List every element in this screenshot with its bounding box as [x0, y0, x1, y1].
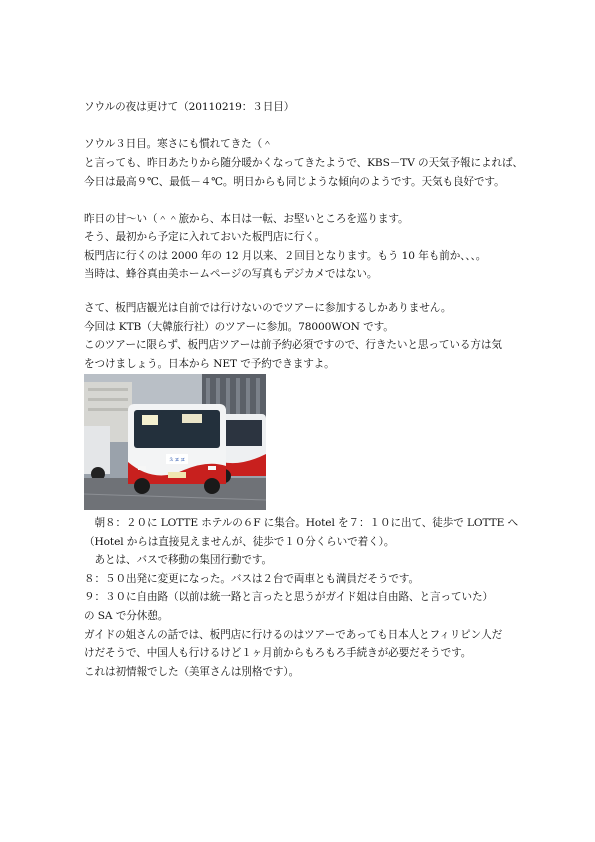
paragraph4-line: の SA で分休憩。: [84, 610, 169, 622]
paragraph4-line: けだそうで、中国人も行けるけど１ヶ月前からもろもろ手続きが必要だそうです。: [84, 647, 472, 659]
paragraph4-line: ９：３０に自由路（以前は統一路と言ったと思うがガイド姐は自由路、と言っていた）: [84, 591, 493, 603]
paragraph3-line: をつけましょう。日本から NET で予約できますよ。: [84, 358, 335, 370]
paragraph1-line: 今日は最高９℃、最低－４℃。明日からも同じような傾向のようです。天気も良好です。: [84, 176, 505, 188]
paragraph2-line: そう、最初から予定に入れておいた板門店に行く。: [84, 231, 326, 243]
paragraph4-line: ガイドの姐さんの話では、板門店に行けるのはツアーであっても日本人とフィリピン人だ: [84, 629, 503, 641]
paragraph4-line: ８：５０出発に変更になった。バスは２台で両車とも満員だそうです。: [84, 573, 419, 585]
paragraph1-line: ソウル３日目。寒さにも慣れてきた（＾: [84, 138, 273, 150]
paragraph4-line: あとは、バスで移動の集団行動です。: [84, 554, 273, 566]
bus-photo-icon: [84, 374, 266, 510]
paragraph2-line: 当時は、蜂谷真由美ホームページの写真もデジカメではない。: [84, 268, 378, 280]
paragraph2-line: 昨日の甘～い（＾＾旅から、本日は一転、お堅いところを巡ります。: [84, 213, 409, 225]
paragraph3-line: このツアーに限らず、板門店ツアーは前予約必須ですので、行きたいと思っている方は気: [84, 339, 502, 351]
bus-photo: [84, 374, 266, 510]
paragraph2-line: 板門店に行くのは 2000 年の 12 月以来、２回目となります。もう 10 年も前か、、、。: [84, 250, 487, 262]
paragraph3-line: さて、板門店観光は自前では行けないのでツアーに参加するしかありません。: [84, 302, 452, 314]
svg-text:ㅊㅍㅍ: ㅊㅍㅍ: [168, 457, 186, 464]
paragraph4-line: これは初情報でした（美軍さんは別格です）。: [84, 666, 300, 678]
paragraph4-line: （Hotel からは直接見えませんが、徒歩で１０分くらいで着く）。: [84, 536, 395, 548]
paragraph4-line: 朝８：２０に LOTTE ホテルの６F に集合。Hotel を７：１０に出て、徒歩で LOTTE へ: [84, 517, 519, 529]
paragraph3-line: 今回は KTB（大韓旅行社）のツアーに参加。78000WON です。: [84, 321, 394, 333]
paragraph1-line: と言っても、昨日あたりから随分暖かくなってきたようで、KBS－TV の天気予報によれば、: [84, 157, 523, 169]
page-title: ソウルの夜は更けて（20110219：３日目）: [84, 101, 295, 113]
